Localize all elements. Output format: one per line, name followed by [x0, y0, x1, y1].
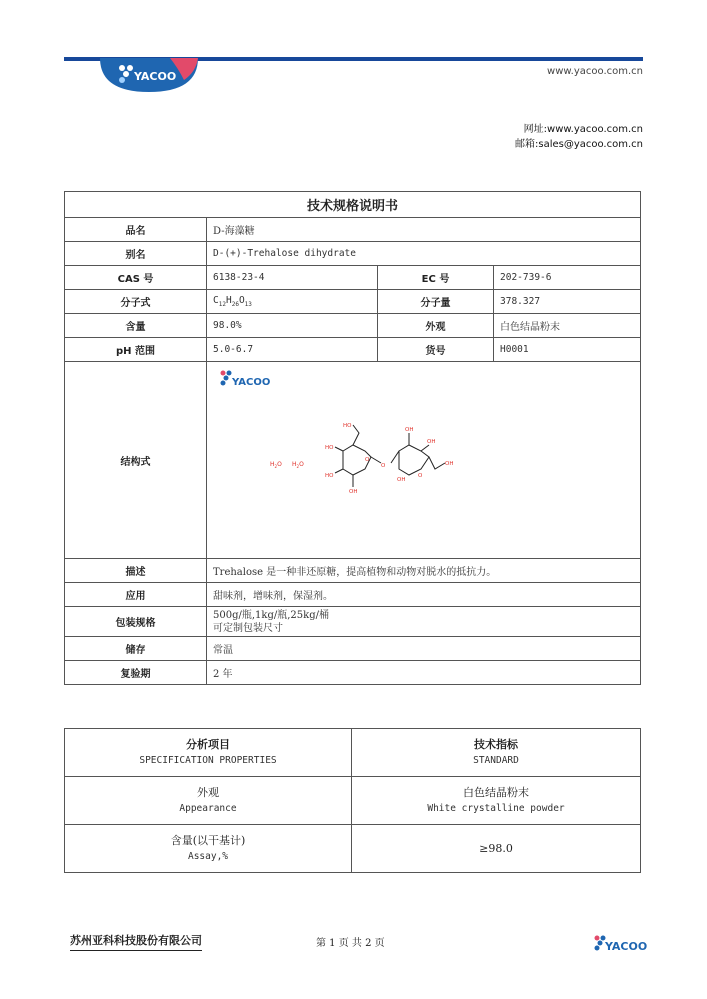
catalog-label: 货号 [378, 338, 494, 362]
svg-text:OH: OH [405, 427, 414, 433]
structure-diagram [213, 365, 633, 555]
purity-value: 98.0% [207, 314, 378, 338]
structure-logo [221, 371, 271, 389]
spec-table [64, 191, 641, 685]
packaging-line-2: 可定制包装尺寸 [213, 622, 283, 634]
alias-value: D-(+)-Trehalose dihydrate [207, 242, 641, 266]
analysis-row [65, 777, 641, 825]
packaging-value [207, 607, 641, 637]
spec-title: 技术规格说明书 [65, 192, 641, 218]
description-label: 描述 [65, 559, 207, 583]
catalog-value: H0001 [494, 338, 641, 362]
structure-label: 结构式 [65, 362, 207, 559]
header-website[interactable]: www.yacoo.com.cn [547, 66, 643, 77]
svg-text:OH: OH [427, 439, 436, 445]
contact-block [515, 122, 643, 152]
svg-text:OH: OH [397, 477, 406, 483]
svg-text:O: O [365, 457, 370, 463]
structure-cell [207, 362, 641, 559]
storage-value: 常温 [207, 637, 641, 661]
formula-value: $C_{12}H_{26}O_{13}$ [207, 290, 378, 314]
ec-label: EC 号 [378, 266, 494, 290]
svg-text:O: O [381, 463, 386, 469]
ec-value: 202-739-6 [494, 266, 641, 290]
description-value: Trehalose 是一种非还原糖，提高植物和动物对脱水的抵抗力。 [207, 559, 641, 583]
purity-label: 含量 [65, 314, 207, 338]
application-value: 甜味剂，增味剂，保湿剂。 [207, 583, 641, 607]
analysis-item: 外观 Appearance [65, 777, 352, 825]
svg-text:YACOO: YACOO [232, 377, 271, 388]
footer-page-info: 第 1 页 共 2 页 [316, 938, 385, 949]
footer-logo [594, 934, 648, 957]
analysis-standard: ≥98.0 [352, 825, 641, 873]
analysis-item: 含量(以干基计) Assay,% [65, 825, 352, 873]
email-line[interactable]: 邮箱:sales@yacoo.com.cn [514, 139, 643, 150]
analysis-header-row [65, 729, 641, 777]
analysis-row [65, 825, 641, 873]
formula-label: 分子式 [65, 290, 207, 314]
svg-text:OH: OH [349, 489, 358, 495]
retest-value: 2 年 [207, 661, 641, 685]
product-name-label: 品名 [65, 218, 207, 242]
svg-text:HO: HO [325, 445, 334, 451]
svg-text:H2O: $H_2O$ [270, 461, 282, 469]
packaging-line-1: 500g/瓶,1kg/瓶,25kg/桶 [213, 609, 329, 621]
svg-text:YACOO: YACOO [605, 940, 648, 953]
svg-text:HO: HO [325, 473, 334, 479]
application-label: 应用 [65, 583, 207, 607]
svg-text:O: O [418, 473, 423, 479]
cas-value: 6138-23-4 [207, 266, 378, 290]
website-line[interactable]: 网址:www.yacoo.com.cn [523, 124, 643, 135]
analysis-header-item: 分析项目 SPECIFICATION PROPERTIES [65, 729, 352, 777]
ph-label: pH 范围 [65, 338, 207, 362]
ph-value: 5.0-6.7 [207, 338, 378, 362]
product-name-value: D-海藻糖 [207, 218, 641, 242]
svg-text:H2O: $H_2O$ [292, 461, 304, 469]
appearance-value: 白色结晶粉末 [494, 314, 641, 338]
svg-text:OH: OH [445, 461, 454, 467]
packaging-label: 包装规格 [65, 607, 207, 637]
cas-label: CAS 号 [65, 266, 207, 290]
appearance-label: 外观 [378, 314, 494, 338]
analysis-table [64, 728, 641, 873]
alias-label: 别名 [65, 242, 207, 266]
svg-text:HO: HO [343, 423, 352, 429]
mw-value: 378.327 [494, 290, 641, 314]
storage-label: 储存 [65, 637, 207, 661]
svg-text:YACOO: YACOO [134, 70, 177, 83]
mw-label: 分子量 [378, 290, 494, 314]
footer-company: 苏州亚科科技股份有限公司 [70, 932, 202, 951]
analysis-header-standard: 技术指标 STANDARD [352, 729, 641, 777]
analysis-standard: 白色结晶粉末 White crystalline powder [352, 777, 641, 825]
company-logo [100, 58, 198, 95]
retest-label: 复验期 [65, 661, 207, 685]
